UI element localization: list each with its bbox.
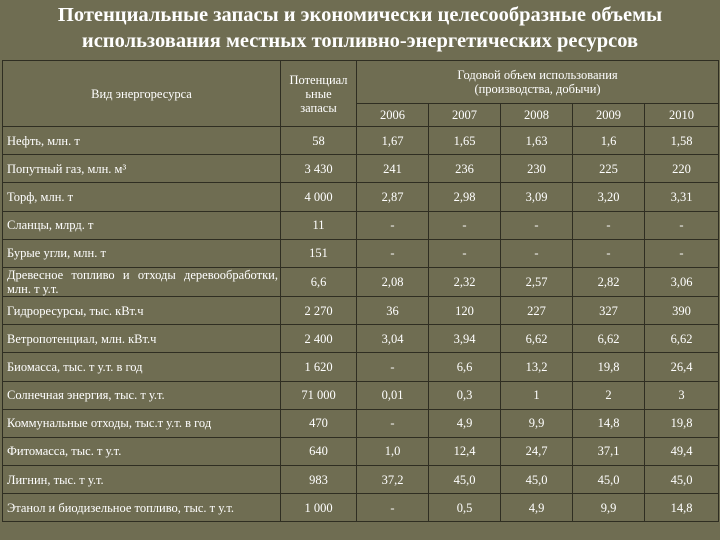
table-row (3, 325, 719, 353)
table-row (3, 494, 719, 522)
year-value-cell: 6,62 (645, 325, 719, 353)
year-value-cell: 37,2 (357, 466, 429, 494)
year-value-cell: - (645, 211, 719, 239)
year-value-cell: 3,94 (429, 325, 501, 353)
year-value-cell: 327 (573, 296, 645, 324)
year-value-cell: 4,9 (429, 409, 501, 437)
potential-reserves-cell: 71 000 (281, 381, 357, 409)
table-row (3, 409, 719, 437)
potential-reserves-cell: 1 000 (281, 494, 357, 522)
year-value-cell: 26,4 (645, 353, 719, 381)
year-value-cell: 24,7 (501, 437, 573, 465)
year-value-cell: 225 (573, 155, 645, 183)
year-value-cell: - (357, 239, 429, 267)
year-value-cell: 3,04 (357, 325, 429, 353)
year-value-cell: - (357, 353, 429, 381)
year-value-cell: 220 (645, 155, 719, 183)
year-value-cell: 3 (645, 381, 719, 409)
year-value-cell: 3,20 (573, 183, 645, 211)
table-row (3, 353, 719, 381)
year-value-cell: 49,4 (645, 437, 719, 465)
title-line-1: Потенциальные запасы и экономически целесообразные объемы (57, 4, 663, 26)
potential-reserves-cell: 58 (281, 127, 357, 155)
potential-reserves-cell: 151 (281, 239, 357, 267)
year-value-cell: 13,2 (501, 353, 573, 381)
slide-title (20, 2, 700, 54)
resource-name-cell: Попутный газ, млн. м³ (3, 155, 281, 183)
year-value-cell: 1,67 (357, 127, 429, 155)
table-row (3, 267, 719, 296)
header-year: 2010 (645, 104, 719, 127)
header-potential-reserves (281, 61, 357, 127)
year-value-cell: 230 (501, 155, 573, 183)
year-value-cell: 0,3 (429, 381, 501, 409)
year-value-cell: 2,98 (429, 183, 501, 211)
year-value-cell: 12,4 (429, 437, 501, 465)
year-value-cell: 227 (501, 296, 573, 324)
year-value-cell: 2 (573, 381, 645, 409)
title-line-2: использования местных топливно-энергетических ресурсов (81, 30, 639, 52)
header-year: 2006 (357, 104, 429, 127)
resource-name-cell: Ветропотенциал, млн. кВт.ч (3, 325, 281, 353)
year-value-cell: 3,31 (645, 183, 719, 211)
table-row (3, 381, 719, 409)
year-value-cell: 6,62 (501, 325, 573, 353)
year-value-cell: 3,09 (501, 183, 573, 211)
header-potential-line-3: запасы (300, 100, 337, 115)
header-resource-type: Вид энергоресурса (3, 61, 281, 127)
table-row (3, 239, 719, 267)
potential-reserves-cell: 470 (281, 409, 357, 437)
potential-reserves-cell: 2 400 (281, 325, 357, 353)
resource-name-cell: Торф, млн. т (3, 183, 281, 211)
header-annual-line-1: Годовой объем использования (457, 68, 618, 82)
year-value-cell: 45,0 (429, 466, 501, 494)
year-value-cell: 1,58 (645, 127, 719, 155)
resource-name-cell: Лигнин, тыс. т у.т. (3, 466, 281, 494)
year-value-cell: 36 (357, 296, 429, 324)
potential-reserves-cell: 983 (281, 466, 357, 494)
potential-reserves-cell: 11 (281, 211, 357, 239)
year-value-cell: - (357, 211, 429, 239)
year-value-cell: 6,6 (429, 353, 501, 381)
year-value-cell: 2,82 (573, 267, 645, 296)
year-value-cell: 1,63 (501, 127, 573, 155)
year-value-cell: 9,9 (573, 494, 645, 522)
year-value-cell: 14,8 (645, 494, 719, 522)
year-value-cell: 2,57 (501, 267, 573, 296)
resources-table (2, 60, 719, 522)
potential-reserves-cell: 2 270 (281, 296, 357, 324)
year-value-cell: - (573, 211, 645, 239)
potential-reserves-cell: 3 430 (281, 155, 357, 183)
year-value-cell: - (573, 239, 645, 267)
table-row (3, 211, 719, 239)
resource-name-cell: Биомасса, тыс. т у.т. в год (3, 353, 281, 381)
year-value-cell: 2,32 (429, 267, 501, 296)
year-value-cell: 19,8 (645, 409, 719, 437)
resource-name-cell: Солнечная энергия, тыс. т у.т. (3, 381, 281, 409)
table-row (3, 183, 719, 211)
year-value-cell: 120 (429, 296, 501, 324)
year-value-cell: 9,9 (501, 409, 573, 437)
resource-name-cell: Нефть, млн. т (3, 127, 281, 155)
year-value-cell: 45,0 (501, 466, 573, 494)
year-value-cell: 14,8 (573, 409, 645, 437)
resource-name-cell: Этанол и биодизельное топливо, тыс. т у.т. (3, 494, 281, 522)
year-value-cell: - (645, 239, 719, 267)
year-value-cell: 19,8 (573, 353, 645, 381)
year-value-cell: 2,08 (357, 267, 429, 296)
year-value-cell: - (357, 409, 429, 437)
year-value-cell: 236 (429, 155, 501, 183)
header-potential-line-2: ьные (305, 86, 332, 101)
header-potential-line-1: Потенциал (289, 72, 348, 87)
header-year: 2009 (573, 104, 645, 127)
potential-reserves-cell: 1 620 (281, 353, 357, 381)
year-value-cell: - (357, 494, 429, 522)
year-value-cell: 4,9 (501, 494, 573, 522)
potential-reserves-cell: 640 (281, 437, 357, 465)
table-row (3, 155, 719, 183)
year-value-cell: - (501, 211, 573, 239)
resource-name-cell: Сланцы, млрд. т (3, 211, 281, 239)
table-row (3, 466, 719, 494)
year-value-cell: - (501, 239, 573, 267)
header-year: 2007 (429, 104, 501, 127)
table-row (3, 296, 719, 324)
potential-reserves-cell: 6,6 (281, 267, 357, 296)
year-value-cell: 45,0 (645, 466, 719, 494)
year-value-cell: - (429, 211, 501, 239)
year-value-cell: 1 (501, 381, 573, 409)
header-annual-line-2: (производства, добычи) (474, 82, 601, 96)
header-year: 2008 (501, 104, 573, 127)
year-value-cell: 1,0 (357, 437, 429, 465)
resource-name-cell: Бурые угли, млн. т (3, 239, 281, 267)
header-annual-volume (357, 61, 719, 104)
resource-name-cell: Фитомасса, тыс. т у.т. (3, 437, 281, 465)
table-header-row (3, 61, 719, 104)
year-value-cell: 3,06 (645, 267, 719, 296)
year-value-cell: - (429, 239, 501, 267)
year-value-cell: 0,01 (357, 381, 429, 409)
year-value-cell: 6,62 (573, 325, 645, 353)
year-value-cell: 1,65 (429, 127, 501, 155)
year-value-cell: 2,87 (357, 183, 429, 211)
year-value-cell: 241 (357, 155, 429, 183)
table-row (3, 127, 719, 155)
resource-name-cell: Древесное топливо и отходы деревообработки, млн. т у.т. (3, 267, 281, 296)
year-value-cell: 0,5 (429, 494, 501, 522)
year-value-cell: 45,0 (573, 466, 645, 494)
year-value-cell: 1,6 (573, 127, 645, 155)
resource-name-cell: Коммунальные отходы, тыс.т у.т. в год (3, 409, 281, 437)
resource-name-cell: Гидроресурсы, тыс. кВт.ч (3, 296, 281, 324)
potential-reserves-cell: 4 000 (281, 183, 357, 211)
year-value-cell: 37,1 (573, 437, 645, 465)
year-value-cell: 390 (645, 296, 719, 324)
table-row (3, 437, 719, 465)
